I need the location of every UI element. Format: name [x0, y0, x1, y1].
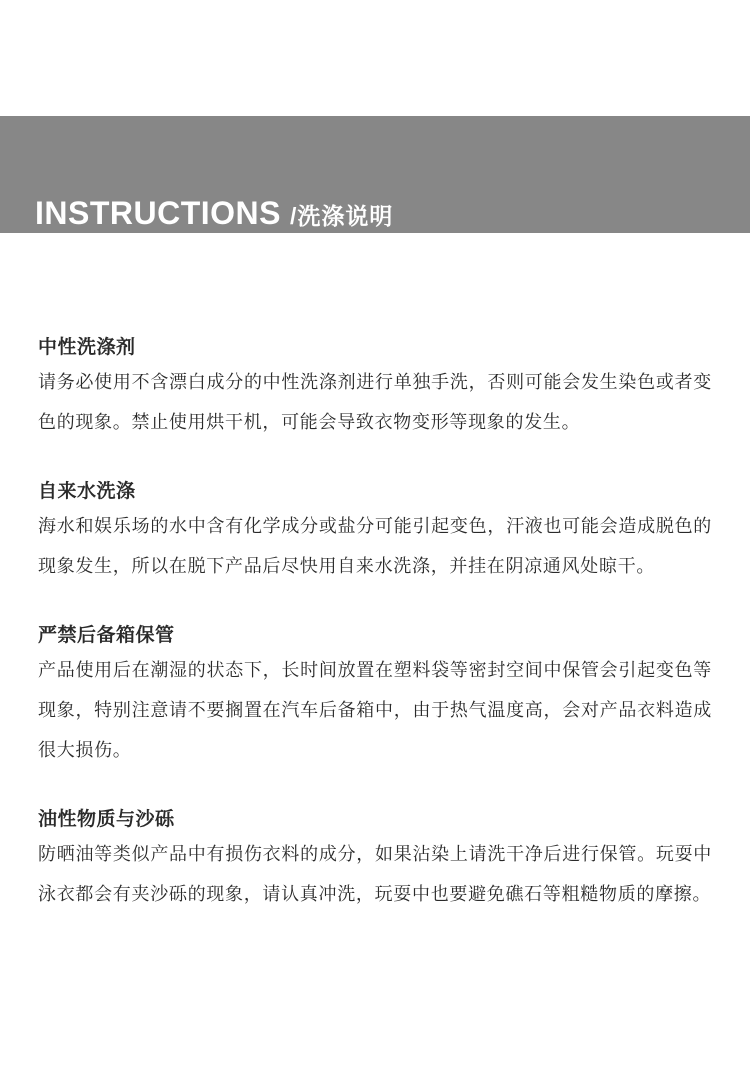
- section-tap-water-wash: [38, 482, 712, 586]
- section-no-trunk-storage: [38, 626, 712, 770]
- title-english: INSTRUCTIONS: [35, 195, 281, 231]
- title-chinese: /洗涤说明: [290, 203, 394, 229]
- section-neutral-detergent: [38, 338, 712, 442]
- section-oil-and-sand: [38, 810, 712, 914]
- section-heading: 中性洗涤剂: [38, 337, 136, 358]
- section-body: 海水和娱乐场的水中含有化学成分或盐分可能引起变色，汗液也可能会造成脱色的现象发生，所以在脱下产品后尽快用自来水洗涤，并挂在阴凉通风处晾干。: [38, 516, 712, 576]
- section-body: 产品使用后在潮湿的状态下，长时间放置在塑料袋等密封空间中保管会引起变色等现象，特别注意请不要搁置在汽车后备箱中，由于热气温度高，会对产品衣料造成很大损伤。: [38, 660, 712, 760]
- instructions-banner: [0, 116, 750, 233]
- section-heading: 严禁后备箱保管: [38, 625, 175, 646]
- section-body: 防晒油等类似产品中有损伤衣料的成分，如果沾染上请洗干净后进行保管。玩耍中泳衣都会有夹沙砾的现象，请认真冲洗，玩耍中也要避免礁石等粗糙物质的摩擦。: [38, 844, 712, 904]
- page-title: [35, 197, 393, 229]
- top-whitespace: [0, 0, 750, 116]
- section-heading: 油性物质与沙砾: [38, 809, 175, 830]
- care-sections: [0, 338, 750, 914]
- section-body: 请务必使用不含漂白成分的中性洗涤剂进行单独手洗，否则可能会发生染色或者变色的现象。禁止使用烘干机，可能会导致衣物变形等现象的发生。: [38, 372, 712, 432]
- section-heading: 自来水洗涤: [38, 481, 136, 502]
